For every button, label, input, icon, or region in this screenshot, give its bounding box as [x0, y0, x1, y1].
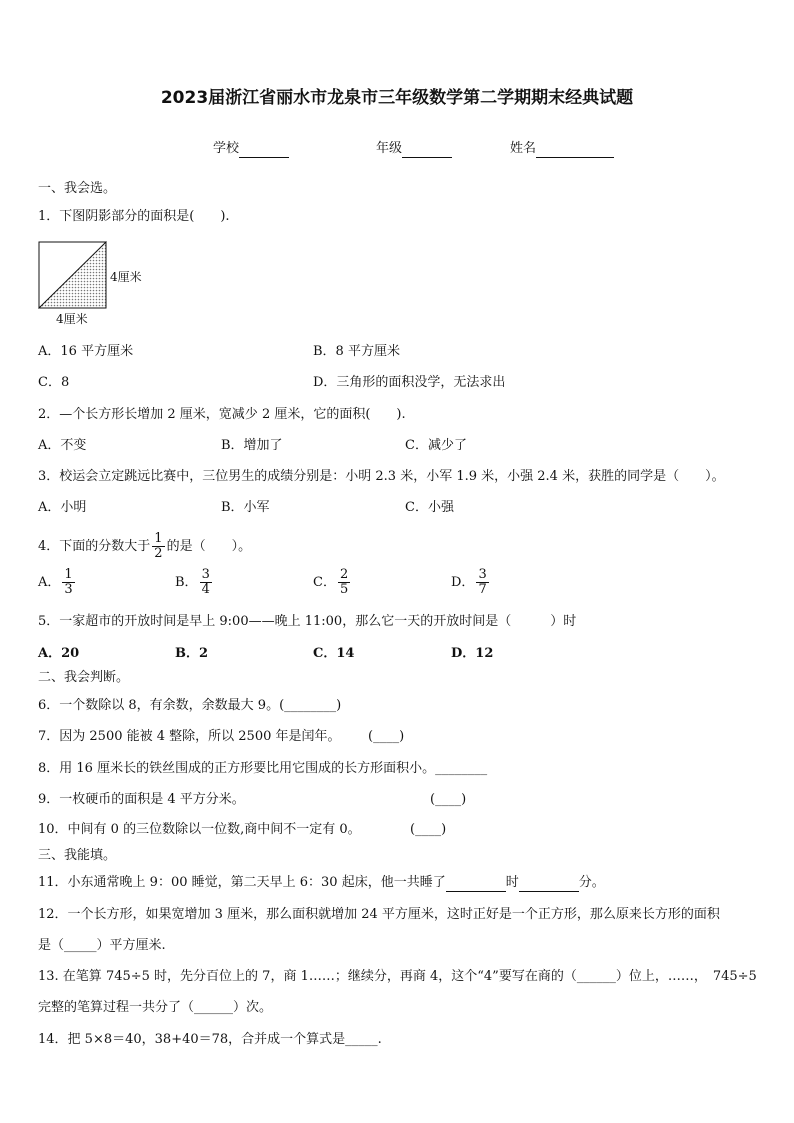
q11-minutes-blank[interactable] — [519, 877, 579, 892]
question-10: 10．中间有 0 的三位数除以一位数,商中间不一定有 0。 — [38, 822, 361, 837]
q1-option-d[interactable]: D．三角形的面积没学，无法求出 — [313, 375, 506, 390]
q5-option-d[interactable]: D．12 — [451, 646, 494, 661]
section-heading-2: 二、我会判断。 — [38, 670, 130, 685]
question-1: 1．下图阴影部分的面积是( ). — [38, 209, 230, 224]
q11-minutes-unit: 分。 — [578, 875, 605, 890]
question-4 — [38, 532, 251, 562]
grade-blank[interactable] — [402, 143, 452, 158]
q4-option-c-den: 5 — [339, 582, 349, 597]
q4-text-after: 的是（ ）。 — [166, 539, 252, 554]
q4-option-a[interactable] — [38, 568, 77, 598]
grade-label: 年级 — [376, 141, 403, 156]
q4-fraction — [152, 532, 164, 561]
q6-text: 6．一个数除以 8，有余数，余数最大 9。 — [38, 698, 280, 713]
q4-option-a-label: A． — [38, 575, 61, 590]
q1-option-a[interactable]: A．16 平方厘米 — [38, 344, 134, 359]
q9-answer-paren[interactable]: (____) — [430, 792, 467, 807]
question-6 — [38, 697, 341, 715]
q4-option-d-label: D． — [451, 575, 475, 590]
q1-option-b[interactable]: B．8 平方厘米 — [313, 344, 400, 359]
q4-option-c-label: C． — [313, 575, 336, 590]
question-14: 14．把 5×8＝40，38+40＝78，合并成一个算式是_____. — [38, 1032, 382, 1047]
q4-fraction-den: 2 — [154, 546, 163, 561]
question-7: 7．因为 2500 能被 4 整除，所以 2500 年是闰年。 — [38, 729, 341, 744]
section-heading-3: 三、我能填。 — [38, 848, 117, 863]
q2-option-a[interactable]: A．不变 — [38, 438, 87, 453]
school-blank[interactable] — [239, 143, 289, 158]
question-13-line-2: 完整的笔算过程一共分了（______）次。 — [38, 1000, 273, 1015]
q10-answer-paren[interactable]: (____) — [410, 822, 447, 837]
q4-option-d-fraction — [476, 568, 488, 597]
school-label: 学校 — [213, 141, 240, 156]
question-13-line-1 — [38, 968, 757, 986]
q4-option-b-fraction — [200, 568, 212, 597]
q4-fraction-num: 1 — [154, 531, 163, 546]
q8-text: 8．用 16 厘米长的铁丝围成的正方形要比用它围成的长方形面积小。 — [38, 761, 436, 776]
name-label: 姓名 — [510, 141, 537, 156]
q5-option-a[interactable]: A．20 — [38, 646, 80, 661]
q4-option-c[interactable] — [313, 568, 352, 598]
question-3: 3．校运会立定跳远比赛中，三位男生的成绩分别是：小明 2.3 米，小军 1.9 米，小强 2.4 米，获胜的同学是（ ）。 — [38, 469, 725, 484]
q5-option-b[interactable]: B．2 — [175, 646, 209, 661]
question-9: 9．一枚硬币的面积是 4 平方分米。 — [38, 792, 245, 807]
q4-option-d-den: 7 — [478, 582, 487, 597]
q4-text-before: 4．下面的分数大于 — [38, 539, 151, 554]
q11-hours-unit: 时 — [505, 875, 519, 890]
q7-answer-paren[interactable]: (____) — [368, 729, 405, 744]
page-title: 2023届浙江省丽水市龙泉市三年级数学第二学期期末经典试题 — [160, 88, 634, 108]
q4-option-b-den: 4 — [201, 582, 210, 597]
q11-hours-blank[interactable] — [446, 877, 506, 892]
question-12-line-2: 是（_____）平方厘米. — [38, 938, 166, 953]
school-field — [213, 140, 289, 158]
question-11 — [38, 874, 605, 892]
q13-text-b: 745÷5 — [712, 969, 757, 984]
q3-option-a[interactable]: A．小明 — [38, 500, 87, 515]
q4-option-a-num: 1 — [64, 567, 73, 582]
q11-text: 11．小东通常晚上 9：00 睡觉，第二天早上 6：30 起床，他一共睡了 — [38, 875, 446, 890]
q13-text-a: 13. 在笔算 745÷5 时，先分百位上的 7，商 1……；继续分，再商 4，这个“4”要写在商的（______）位上，……， — [38, 969, 707, 984]
q3-option-b[interactable]: B．小军 — [221, 500, 270, 515]
q4-option-c-num: 2 — [339, 567, 349, 582]
question-2: 2．—个长方形长增加 2 厘米，宽减少 2 厘米，它的面积( ). — [38, 407, 406, 422]
figure-side-label: 4厘米 — [110, 270, 142, 284]
q1-option-c[interactable]: C．8 — [38, 375, 70, 390]
question-5: 5．一家超市的开放时间是早上 9:00——晚上 11:00，那么它一天的开放时间是（ ）时 — [38, 614, 577, 629]
q8-answer-blank[interactable]: ________ — [435, 761, 488, 776]
q4-option-c-fraction — [338, 568, 350, 597]
question-12-line-1: 12．一个长方形，如果宽增加 3 厘米，那么面积就增加 24 平方厘米，这时正好是一个正方形，那么原来长方形的面积 — [38, 907, 720, 922]
q4-option-d-num: 3 — [478, 567, 487, 582]
q6-answer-paren[interactable]: (________) — [279, 698, 342, 713]
question-8 — [38, 760, 487, 778]
name-blank[interactable] — [536, 143, 614, 158]
q2-option-c[interactable]: C．减少了 — [405, 438, 467, 453]
q4-option-b-label: B． — [175, 575, 198, 590]
q4-option-b-num: 3 — [201, 567, 210, 582]
q3-option-c[interactable]: C．小强 — [405, 500, 454, 515]
q4-option-d[interactable] — [451, 568, 491, 598]
name-field — [510, 140, 614, 158]
q4-option-a-den: 3 — [64, 582, 73, 597]
q5-option-c[interactable]: C．14 — [313, 646, 355, 661]
q2-option-b[interactable]: B．增加了 — [221, 438, 283, 453]
figure-bottom-label: 4厘米 — [56, 312, 88, 326]
section-heading-1: 一、我会选。 — [38, 181, 117, 196]
grade-field — [376, 140, 452, 158]
q4-option-a-fraction — [62, 568, 74, 597]
q4-option-b[interactable] — [175, 568, 214, 598]
